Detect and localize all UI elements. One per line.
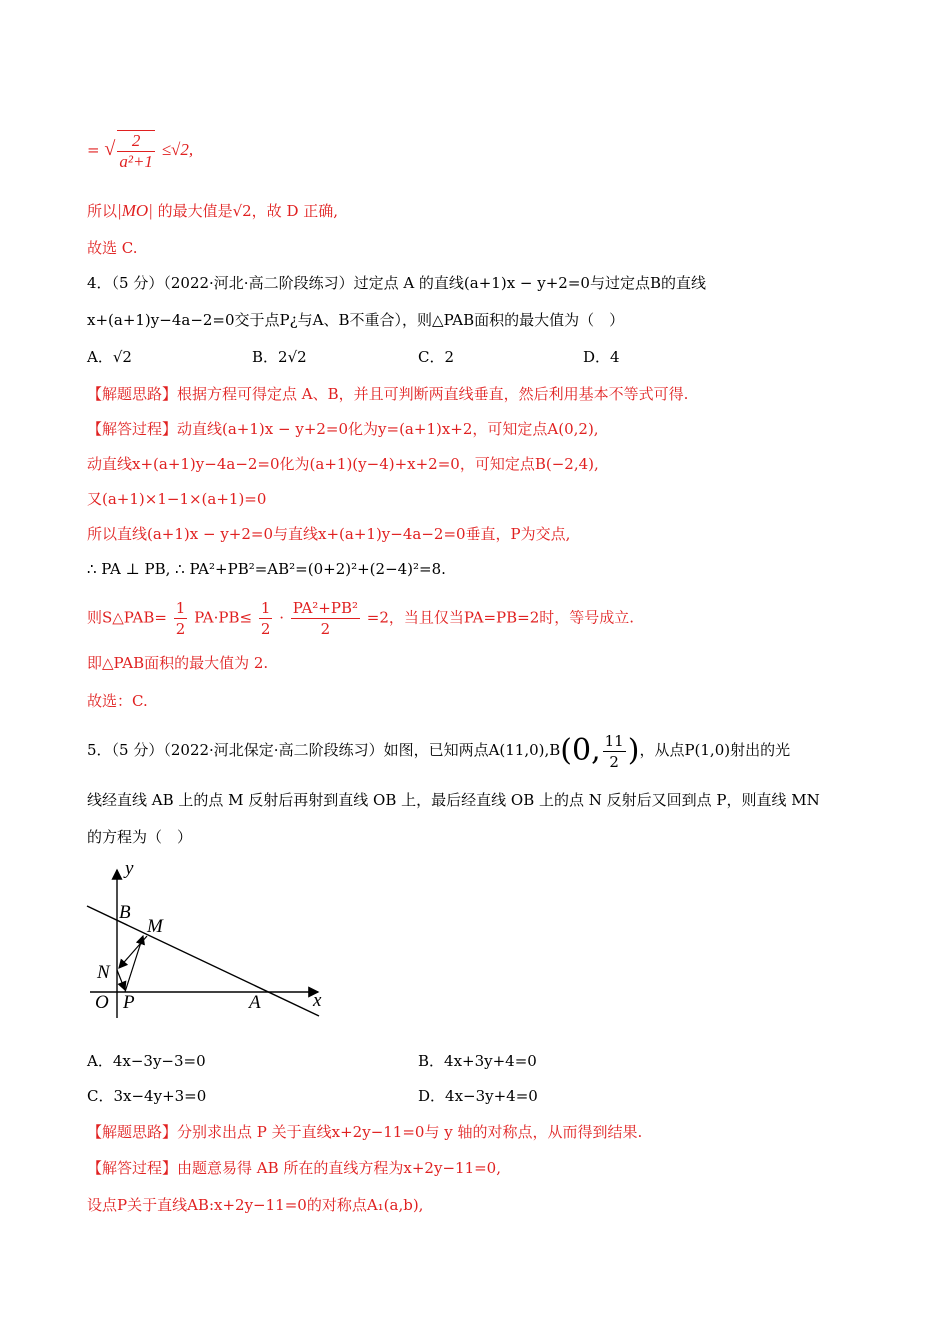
label-y: y <box>125 858 134 879</box>
q3-fraction: $\frac{2}{\text{a²+1}}$ <box>119 131 153 171</box>
label-b: B <box>119 902 131 923</box>
q5-stem-line1: 5．（5 分）（2022·河北保定·高二阶段练习）如图，已知两点A(11,0),B(0, $\frac{11}{2}$ )，从点P(1,0)射出的光 <box>87 731 791 771</box>
fraction-half: $\frac{1}{2}$ <box>175 599 186 638</box>
q5-option-d: D．4x−3y+4=0 <box>418 1087 538 1105</box>
q4-process-line7: 即△PAB面积的最大值为 2. <box>87 654 269 672</box>
ray-np <box>117 970 125 990</box>
fraction-half: $\frac{1}{2}$ <box>260 599 271 638</box>
q3-line2: 所以|MO| 的最大值是√2，故 D 正确, <box>87 201 339 220</box>
q4-option-d: D．4 <box>583 348 620 366</box>
q5-thinking: 【解题思路】分别求出点 P 关于直线x+2y−11=0与 y 轴的对称点，从而得到结果. <box>87 1123 643 1141</box>
label-n: N <box>97 962 110 983</box>
q4-process-line6: 则S△PAB= $\frac{1}{2}$ PA·PB≤ $\frac{1}{2}$ · $\frac{\text{PA²+PB²}}{2}$ =2，当且仅当PA=PB=2时，等号成立. <box>87 599 635 638</box>
q5-option-b: B．4x+3y+4=0 <box>418 1052 537 1070</box>
fraction-eleven-halves: $\frac{11}{2}$ <box>604 731 624 771</box>
q4-option-b: B．2√2 <box>252 348 307 366</box>
q4-option-a: A．√2 <box>87 348 132 366</box>
q4-process-line5: ∴ PA ⊥ PB, ∴ PA²+PB²=AB²=(0+2)²+(2−4)²=8. <box>87 560 446 578</box>
ray-mn <box>119 936 147 968</box>
q4-stem-line2: x+(a+1)y−4a−2=0交于点P¿与A、B不重合），则△PAB面积的最大值为（ ） <box>87 311 625 329</box>
q4-process-line2: 动直线x+(a+1)y−4a−2=0化为(a+1)(y−4)+x+2=0，可知定点B(−2,4), <box>87 455 599 473</box>
q5-stem-line3: 的方程为（ ） <box>87 828 193 846</box>
sqrt-icon: √ <box>104 138 116 160</box>
q5-stem-line2: 线经直线 AB 上的点 M 反射后再射到直线 OB 上，最后经直线 OB 上的点 N 反射后又回到点 P，则直线 MN <box>87 791 820 809</box>
q4-option-c: C．2 <box>418 348 455 366</box>
label-m: M <box>147 916 163 937</box>
q3-answer: 故选 C. <box>87 239 138 257</box>
q4-process-line3: 又(a+1)×1−1×(a+1)=0 <box>87 490 267 508</box>
q4-stem-line1: 4．（5 分）（2022·河北·高二阶段练习）过定点 A 的直线(a+1)x − y+2=0与过定点B的直线 <box>87 274 706 292</box>
q5-option-a: A．4x−3y−3=0 <box>87 1052 206 1070</box>
q4-answer: 故选：C. <box>87 692 148 710</box>
q4-process-line1: 【解答过程】动直线(a+1)x − y+2=0化为y=(a+1)x+2，可知定点A(0,2), <box>87 420 599 438</box>
label-o: O <box>95 992 109 1013</box>
q5-figure <box>85 858 330 1028</box>
q4-thinking: 【解题思路】根据方程可得定点 A、B，并且可判断两直线垂直，然后利用基本不等式可得. <box>87 385 689 403</box>
q3-line1: = √ $\frac{2}{\text{a²+1}}$ ≤√2, <box>87 131 194 171</box>
q4-process-line4: 所以直线(a+1)x − y+2=0与直线x+(a+1)y−4a−2=0垂直，P为交点, <box>87 525 571 543</box>
fraction-sum-squares: $\frac{\text{PA²+PB²}}{2}$ <box>292 599 359 638</box>
q5-process-line2: 设点P关于直线AB:x+2y−11=0的对称点A₁(a,b), <box>87 1196 424 1214</box>
label-p: P <box>123 992 135 1013</box>
label-a: A <box>249 992 261 1013</box>
q5-option-c: C．3x−4y+3=0 <box>87 1087 207 1105</box>
label-x: x <box>313 990 322 1011</box>
q5-process-line1: 【解答过程】由题意易得 AB 所在的直线方程为x+2y−11=0, <box>87 1159 501 1177</box>
